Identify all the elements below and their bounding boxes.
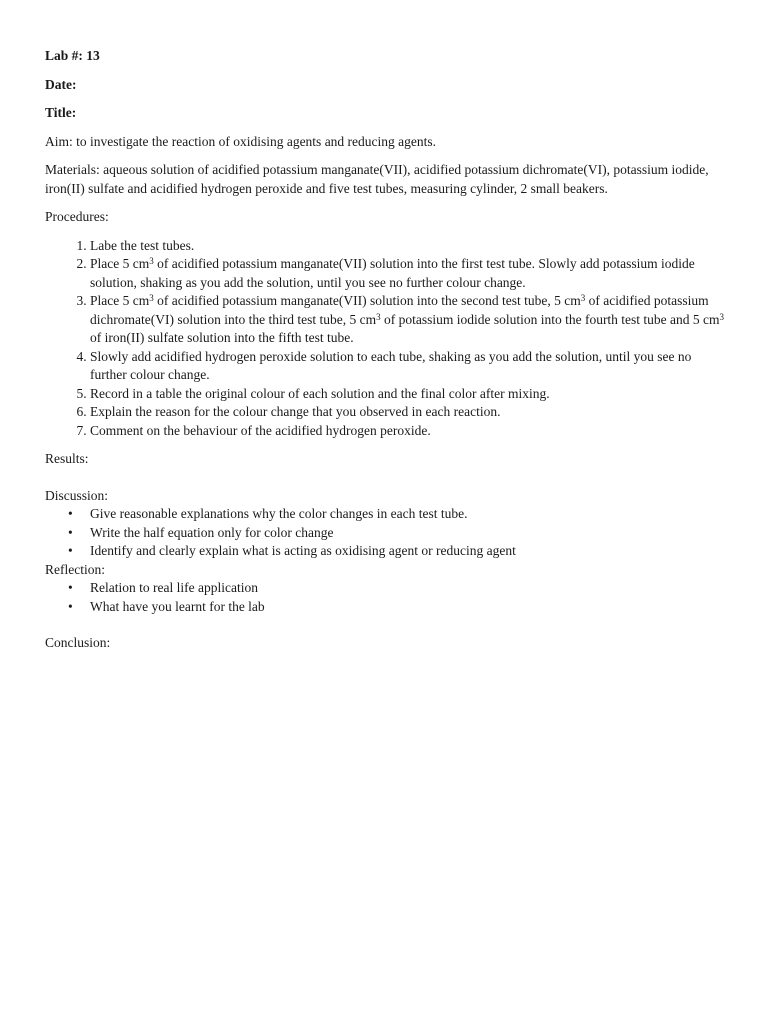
procedures-heading: Procedures:	[45, 209, 109, 224]
list-item: • Write the half equation only for color change	[90, 524, 728, 543]
results-heading: Results:	[45, 451, 89, 466]
procedure-step: 1. Labe the test tubes.	[90, 237, 728, 256]
date-label: Date:	[45, 76, 77, 92]
reflection-heading: Reflection:	[45, 561, 105, 577]
procedures-list	[45, 237, 728, 441]
title-label: Title:	[45, 105, 77, 120]
procedure-step: 5. Record in a table the original colour of each solution and the final color after mixing.	[90, 385, 728, 404]
lab-number: Lab #: 13	[45, 48, 100, 63]
discussion-list	[45, 505, 728, 561]
list-item: • Relation to real life application	[90, 579, 728, 598]
procedure-step: 2. Place 5 $cm^3$ of acidified potassium manganate(VII) solution into the first test tube. Slowly add potassium iodide solution, shaking as you add the solution, until you see no further colour change.	[90, 255, 728, 292]
list-item: • Identify and clearly explain what is acting as oxidising agent or reducing agent	[90, 542, 728, 561]
procedure-step: 7. Comment on the behaviour of the acidified hydrogen peroxide.	[90, 422, 728, 441]
procedure-step: 4. Slowly add acidified hydrogen peroxide solution to each tube, shaking as you add the solution, until you see no further colour change.	[90, 348, 728, 385]
reflection-list	[45, 579, 728, 616]
list-item: • Give reasonable explanations why the color changes in each test tube.	[90, 505, 728, 524]
list-item: • What have you learnt for the lab	[90, 598, 728, 617]
materials-text: Materials: aqueous solution of acidified potassium manganate(VII), acidified potassium dichromate(VI), potassium iodide, iron(II) sulfate and acidified hydrogen peroxide and five test tubes, measuring cylinder, 2 small beakers.	[45, 162, 709, 196]
discussion-heading: Discussion:	[45, 487, 109, 503]
aim-text: Aim: to investigate the reaction of oxidising agents and reducing agents.	[45, 133, 437, 149]
procedure-step: 6. Explain the reason for the colour change that you observed in each reaction.	[90, 403, 728, 422]
conclusion-heading: Conclusion:	[45, 635, 111, 650]
procedure-step: 3. Place 5 $cm^3$ of acidified potassium manganate(VII) solution into the second test tube, 5 $cm^3$ of acidified potassium dichromate(VI) solution into the third test tube, 5 $cm^3$ of potassium iodide solution into the fourth test tube and 5 $cm^3$ of iron(II) sulfate solution into the fifth test tube.	[90, 292, 728, 348]
